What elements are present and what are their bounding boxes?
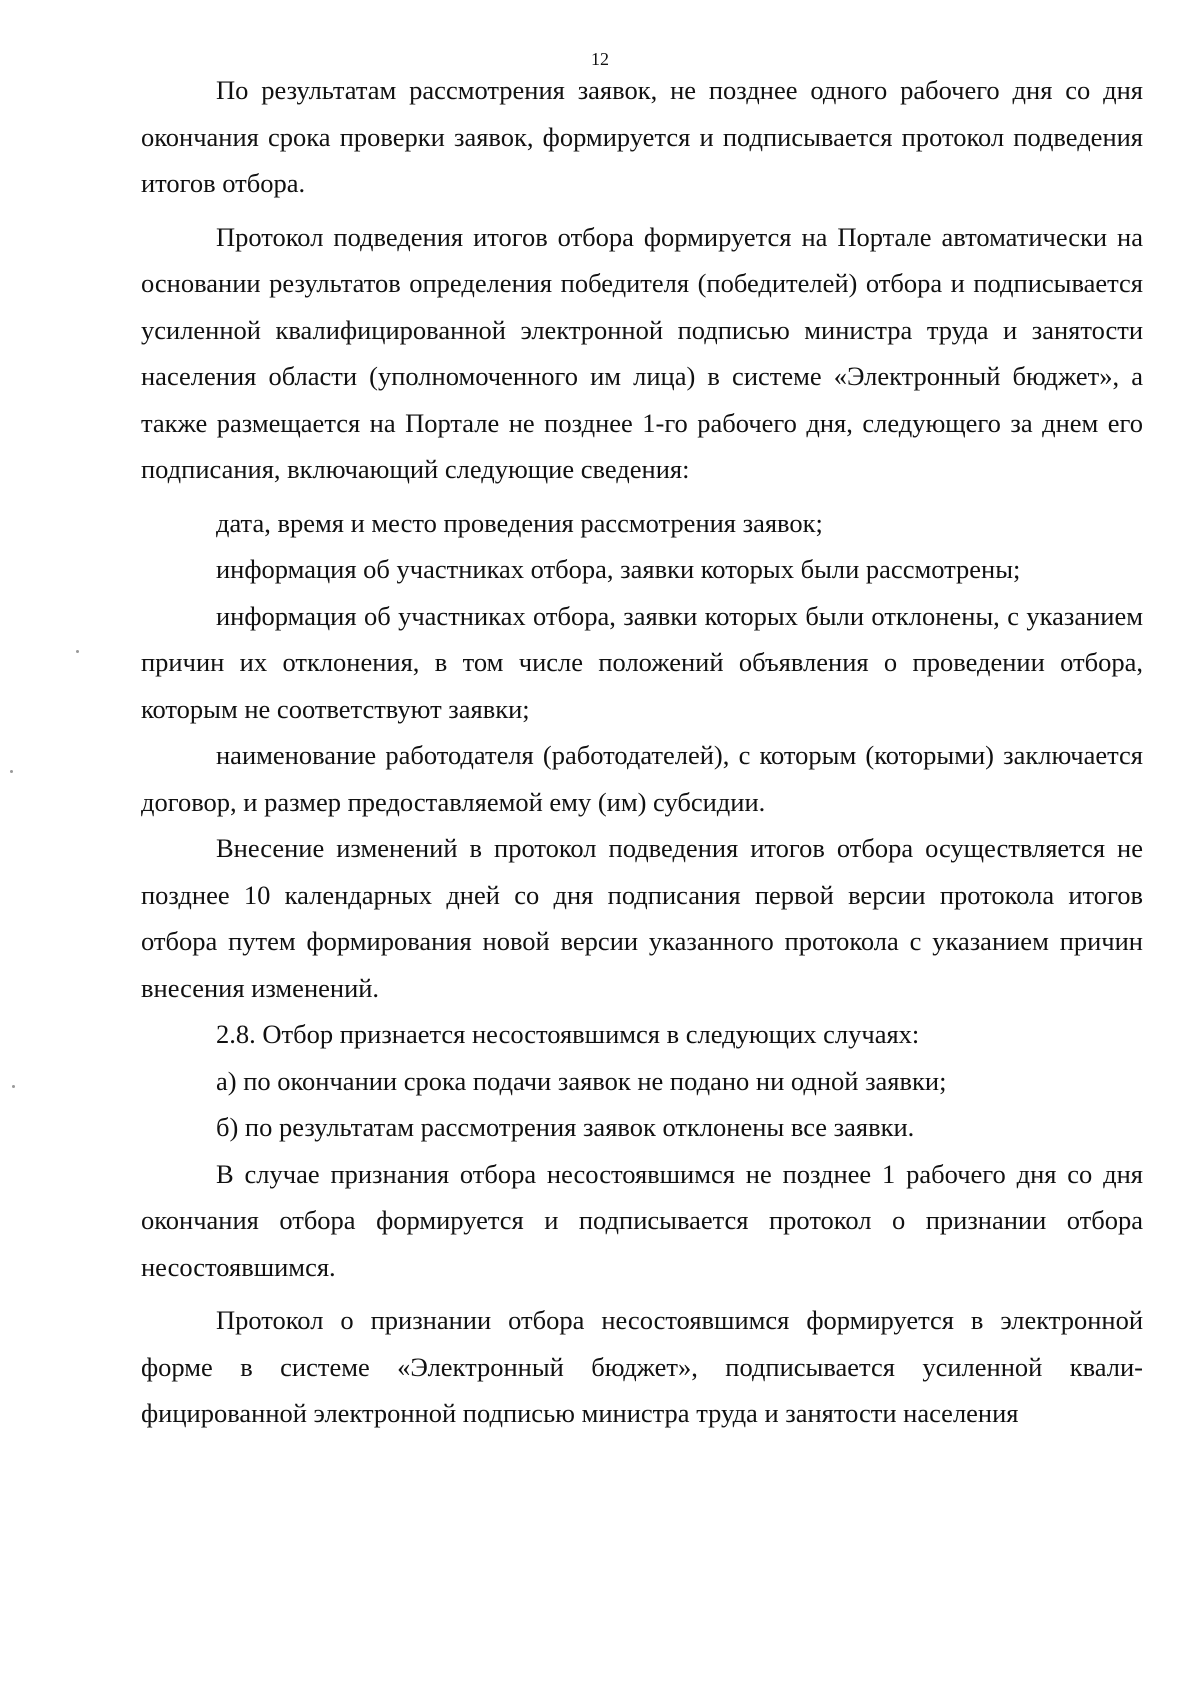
scan-speck <box>76 650 79 653</box>
paragraph-failed-protocol: Протокол о признании отбора несостоявшимся формируется в электронной форме в системе «Электронный бюджет», подписывается усиленной квалифицированной электронной подписью министра труда и занятости населения <box>141 1305 1143 1428</box>
paragraph-section-2-8: 2.8. Отбор признается несостоявшимся в следующих случаях: <box>216 1019 920 1049</box>
scan-speck <box>12 1085 15 1088</box>
list-item-employer-name: наименование работодателя (работодателей), с которым (которыми) заключается договор, и размер предоставляемой ему (им) субсидии. <box>141 740 1143 817</box>
paragraph-protocol-formation: Протокол подведения итогов отбора формируется на Портале автоматически на основании результатов определения победителя (победителей) отбора и подписывается усиленной квалифицированной электронной подписью министра труда и занятости населения области (уполномоченного им лица) в системе «Электронный бюджет», а также размещается на Портале не позднее 1-го рабочего дня, следующего за днем его подписания, включающий следующие сведения: <box>141 221 1143 484</box>
list-item-rejected-participants: информация об участниках отбора, заявки которых были отклонены, с указанием причин их отклонения, в том числе положений объявления о проведении отбора, которым не соответствуют заявки; <box>141 600 1143 724</box>
list-item-case-a: а) по окончании срока подачи заявок не подано ни одной заявки; <box>216 1065 947 1096</box>
scan-speck <box>10 770 13 773</box>
list-item-reviewed-participants: информация об участниках отбора, заявки которых были рассмотрены; <box>216 554 1021 584</box>
page-number: 12 <box>591 49 609 69</box>
paragraph-protocol-amendments: Внесение изменений в протокол подведения итогов отбора осуществляется не позднее 10 календарных дней со дня подписания первой версии протокола итогов отбора путем формирования новой версии указанного протокола с указанием причин внесения изменений. <box>141 833 1143 1003</box>
list-item-case-b: б) по результатам рассмотрения заявок отклонены все заявки. <box>216 1112 915 1142</box>
document-body <box>141 67 1143 1437</box>
paragraph-failed-selection: В случае признания отбора несостоявшимся не позднее 1 рабочего дня со дня окончания отбора формируется и подписывается протокол о признании отбора несостоявшимся. <box>141 1158 1143 1282</box>
list-item-date-time-place: дата, время и место проведения рассмотрения заявок; <box>216 507 823 538</box>
paragraph-results-protocol: По результатам рассмотрения заявок, не позднее одного рабочего дня со дня окончания срока проверки заявок, формируется и подписывается протокол подведения итогов отбора. <box>141 75 1143 198</box>
